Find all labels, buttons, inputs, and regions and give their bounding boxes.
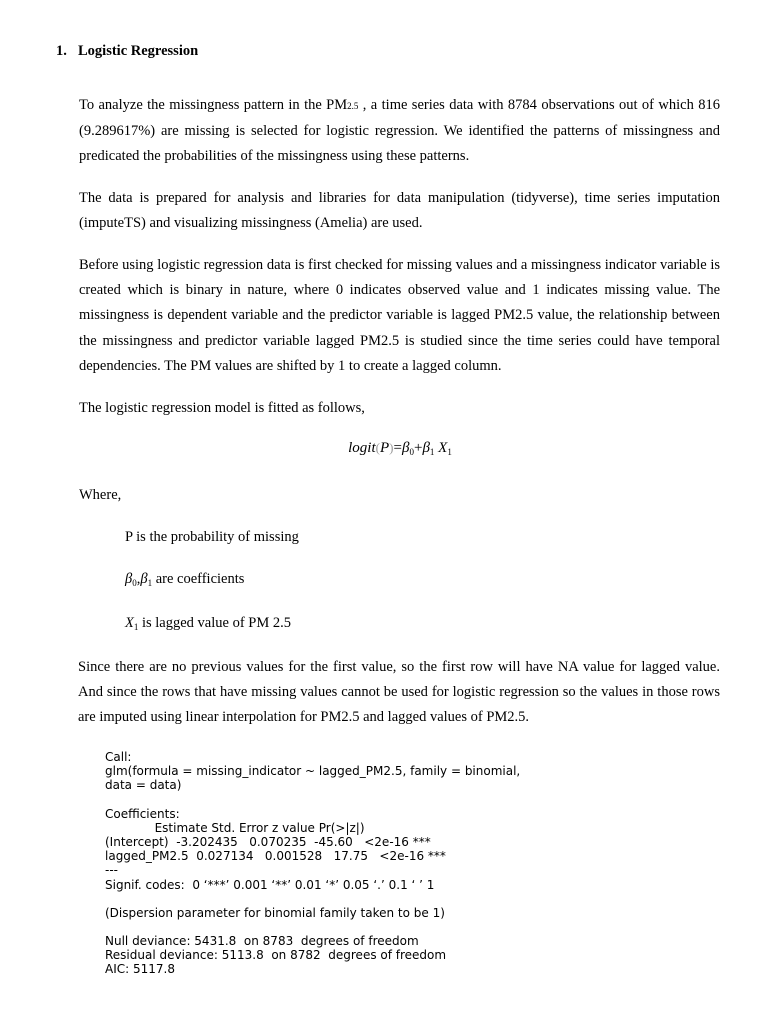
- formula-logit: logit: [348, 440, 376, 456]
- model-intro-paragraph: The logistic regression model is fitted as follows,: [79, 400, 365, 416]
- formula-equals: =: [393, 440, 402, 456]
- coefficient-row-intercept: (Intercept) -3.202435 0.070235 -45.60 <2e-16 ***: [105, 835, 431, 850]
- formula-plus: +: [413, 440, 423, 456]
- call-line-1: glm(formula = missing_indicator ~ lagged_PM2.5, family = binomial,: [105, 764, 521, 779]
- formula-beta0-sub: 0: [409, 447, 414, 457]
- signif-codes: Signif. codes: 0 ‘***’ 0.001 ‘**’ 0.01 ‘*’ 0.05 ‘.’ 0.1 ‘ ’ 1: [105, 877, 435, 892]
- dispersion-note: (Dispersion parameter for binomial family taken to be 1): [105, 905, 445, 920]
- call-label: Call:: [105, 750, 132, 764]
- coefficient-row-lagged: lagged_PM2.5 0.027134 0.001528 17.75 <2e-16 ***: [105, 849, 446, 864]
- formula-x: X: [438, 440, 448, 456]
- def-lagged-text: is lagged value of PM 2.5: [138, 615, 291, 631]
- methodology-paragraph: Before using logistic regression data is first checked for missing values and a missingness indicator variable is created which is binary in nature, where 0 indicates observed value and 1 indicates missing value. The missingness is dependent variable and the predictor variable is lagged PM2.5 value, the relationship between the missingness and predictor variable lagged PM2.5 is studied since the time series could have temporal dependencies. The PM values are shifted by 1 to create a lagged column.: [79, 257, 720, 374]
- def-x-sub: 1: [133, 622, 139, 632]
- def-comma: ,: [136, 571, 141, 587]
- call-line-2: data = data): [105, 778, 182, 793]
- libraries-paragraph: The data is prepared for analysis and libraries for data manipulation (tidyverse), time series imputation (imputeTS) and visualizing missingness (Amelia) are used.: [79, 190, 720, 232]
- logit-formula: $logit(P)=\beta_0+\beta_1$ $X_1$: [348, 440, 452, 457]
- def-lagged: [125, 615, 291, 632]
- formula-beta0: β: [401, 440, 410, 456]
- def-coefficients-text: are coefficients: [152, 571, 245, 587]
- formula-p: P: [380, 440, 390, 456]
- def-beta0-sub: 0: [132, 578, 137, 588]
- residual-deviance: Residual deviance: 5113.8 on 8782 degrees of freedom: [105, 948, 447, 963]
- section-number: 1.: [56, 43, 67, 59]
- def-beta1: β: [140, 571, 148, 587]
- intro-text-start: To analyze the missingness pattern in the PM: [79, 97, 348, 113]
- aic-value: AIC: 5117.8: [105, 962, 175, 977]
- coefficients-label: Coefficients:: [105, 806, 180, 821]
- def-beta1-sub: 1: [147, 578, 153, 588]
- where-label: Where,: [79, 487, 122, 503]
- null-deviance: Null deviance: 5431.8 on 8783 degrees of freedom: [105, 934, 419, 949]
- separator-line: ---: [105, 863, 118, 878]
- def-coefficients: [125, 571, 244, 588]
- imputation-paragraph: Since there are no previous values for the first value, so the first row will have NA value for lagged value. And since the rows that have missing values cannot be used for logistic regression so the values in those rows are imputed using linear interpolation for PM2.5 and lagged values of PM2.5.: [78, 659, 720, 726]
- intro-subscript: 2.5: [347, 101, 359, 111]
- coefficients-header: Estimate Std. Error z value Pr(>|z|): [105, 820, 365, 835]
- intro-text-rest: , a time series data with 8784 observations out of which 816 (9.289617%) are missing is selected for logistic regression. We identified the patterns of missingness and predicated the probabilities of the missingness using these patterns.: [79, 97, 720, 165]
- def-probability: P is the probability of missing: [125, 529, 299, 545]
- formula-beta1-sub: 1: [429, 447, 435, 457]
- def-x: X: [125, 615, 134, 631]
- formula-beta1: β: [422, 440, 430, 456]
- def-beta0: β: [125, 571, 133, 587]
- r-output-block: [105, 750, 520, 977]
- formula-x-sub: 1: [447, 447, 452, 457]
- section-heading: [56, 43, 198, 60]
- intro-paragraph: [79, 93, 720, 170]
- section-title: Logistic Regression: [78, 43, 199, 59]
